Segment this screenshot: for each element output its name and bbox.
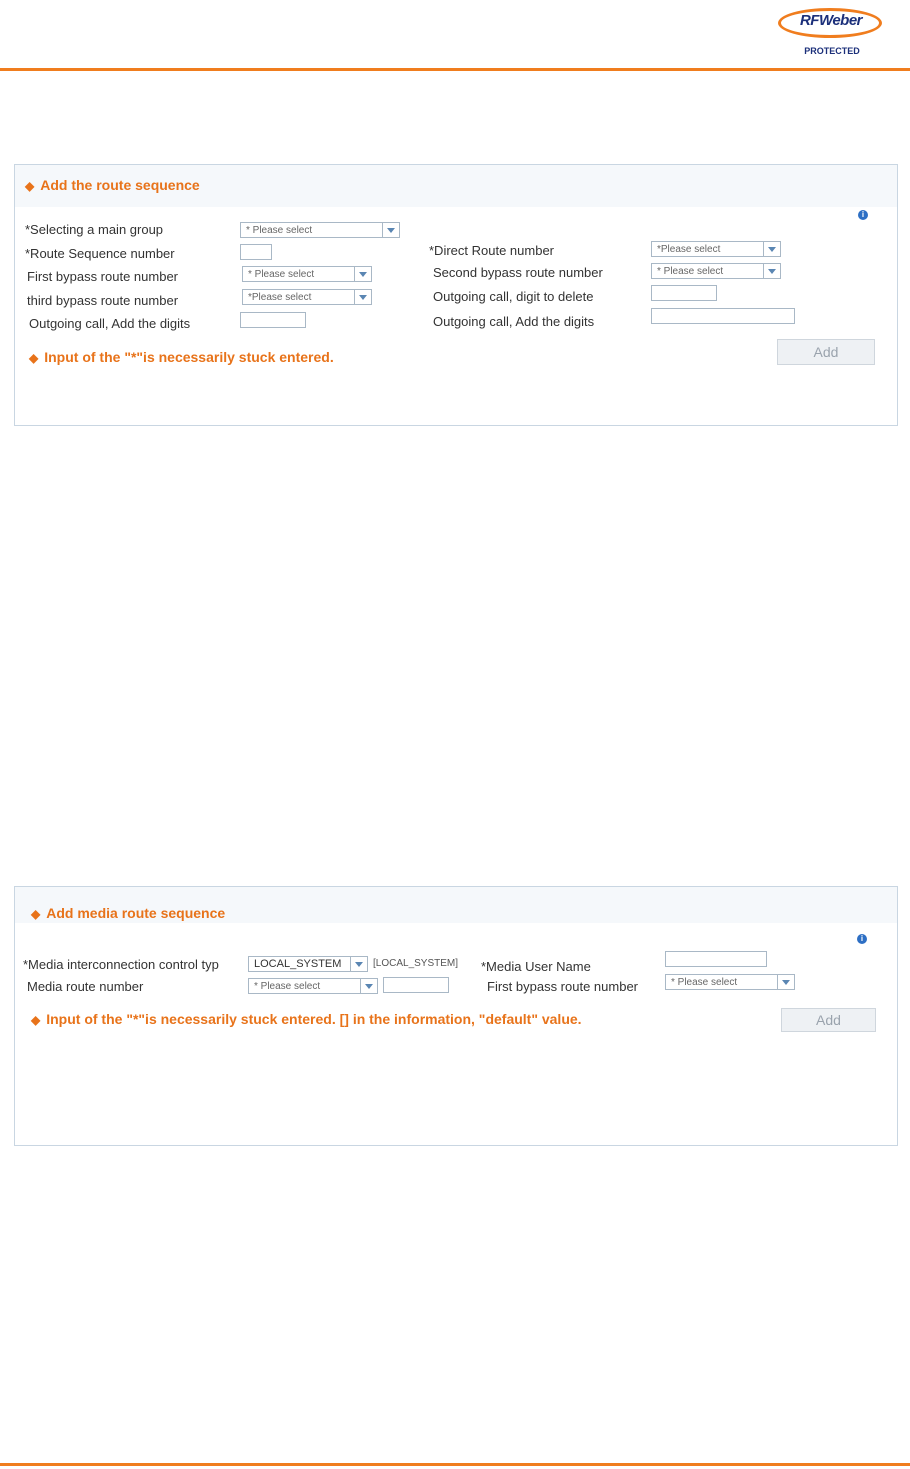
diamond-icon: ◆	[25, 179, 35, 193]
chevron-down-icon	[763, 264, 780, 278]
main-group-select[interactable]	[240, 222, 400, 238]
logo-subtext: PROTECTED	[804, 46, 860, 56]
media-route-panel	[14, 886, 898, 1146]
first-bypass-select-value: * Please select	[248, 269, 315, 280]
add-digits-right-label: Outgoing call, Add the digits	[433, 314, 595, 329]
direct-route-select[interactable]	[651, 241, 781, 257]
diamond-icon: ◆	[31, 1013, 41, 1027]
digit-delete-input[interactable]	[651, 285, 717, 301]
chevron-down-icon	[777, 975, 794, 989]
media-route-title	[31, 905, 225, 921]
media-route-number-select[interactable]	[248, 978, 378, 994]
control-type-default: [LOCAL_SYSTEM]	[373, 958, 459, 969]
control-type-select[interactable]	[248, 956, 368, 972]
third-bypass-select[interactable]	[242, 289, 372, 305]
diamond-icon: ◆	[31, 907, 41, 921]
user-name-label: *Media User Name	[481, 959, 591, 974]
company-logo	[778, 8, 884, 60]
main-group-select-value: * Please select	[246, 225, 313, 236]
media-add-button[interactable]: Add	[781, 1008, 876, 1032]
first-bypass-label: First bypass route number	[27, 269, 179, 284]
chevron-down-icon	[350, 957, 367, 971]
info-icon[interactable]: i	[857, 934, 867, 944]
third-bypass-label: third bypass route number	[27, 293, 179, 308]
chevron-down-icon	[382, 223, 399, 237]
second-bypass-select[interactable]	[651, 263, 781, 279]
chevron-down-icon	[360, 979, 377, 993]
media-route-number-label: Media route number	[27, 979, 144, 994]
second-bypass-select-value: * Please select	[657, 266, 724, 277]
direct-route-select-value: *Please select	[657, 244, 721, 255]
footer-divider	[0, 1463, 910, 1466]
route-sequence-title	[25, 177, 200, 193]
add-button[interactable]: Add	[777, 339, 875, 365]
required-note-text: Input of the "*"is necessarily stuck entered.	[44, 349, 334, 365]
media-route-number-select-value: * Please select	[254, 981, 321, 992]
route-sequence-panel	[14, 164, 898, 426]
media-required-note	[31, 1011, 582, 1027]
direct-route-label: *Direct Route number	[429, 243, 554, 258]
media-first-bypass-label: First bypass route number	[487, 979, 639, 994]
route-seq-input[interactable]	[240, 244, 272, 260]
required-note	[29, 349, 334, 365]
control-type-select-value: LOCAL_SYSTEM	[254, 958, 342, 970]
user-name-input[interactable]	[665, 951, 767, 967]
digit-delete-label: Outgoing call, digit to delete	[433, 289, 594, 304]
media-route-title-text: Add media route sequence	[46, 905, 226, 921]
main-group-label: *Selecting a main group	[25, 222, 164, 237]
add-digits-left-label: Outgoing call, Add the digits	[29, 316, 191, 331]
add-digits-right-input[interactable]	[651, 308, 795, 324]
media-first-bypass-select-value: * Please select	[671, 977, 738, 988]
control-type-label: *Media interconnection control typ	[23, 957, 219, 972]
logo-text: RFWeber	[799, 12, 863, 29]
third-bypass-select-value: *Please select	[248, 292, 312, 303]
media-first-bypass-select[interactable]	[665, 974, 795, 990]
chevron-down-icon	[354, 290, 371, 304]
add-digits-left-input[interactable]	[240, 312, 306, 328]
route-sequence-title-text: Add the route sequence	[40, 177, 200, 193]
chevron-down-icon	[763, 242, 780, 256]
media-route-number-input[interactable]	[383, 977, 449, 993]
diamond-icon: ◆	[29, 351, 39, 365]
media-required-note-text: Input of the "*"is necessarily stuck entered. [] in the information, "default" value.	[46, 1011, 582, 1027]
header-divider	[0, 68, 910, 71]
route-seq-label: *Route Sequence number	[25, 246, 175, 261]
info-icon[interactable]: i	[858, 210, 868, 220]
first-bypass-select[interactable]	[242, 266, 372, 282]
chevron-down-icon	[354, 267, 371, 281]
second-bypass-label: Second bypass route number	[433, 265, 603, 280]
